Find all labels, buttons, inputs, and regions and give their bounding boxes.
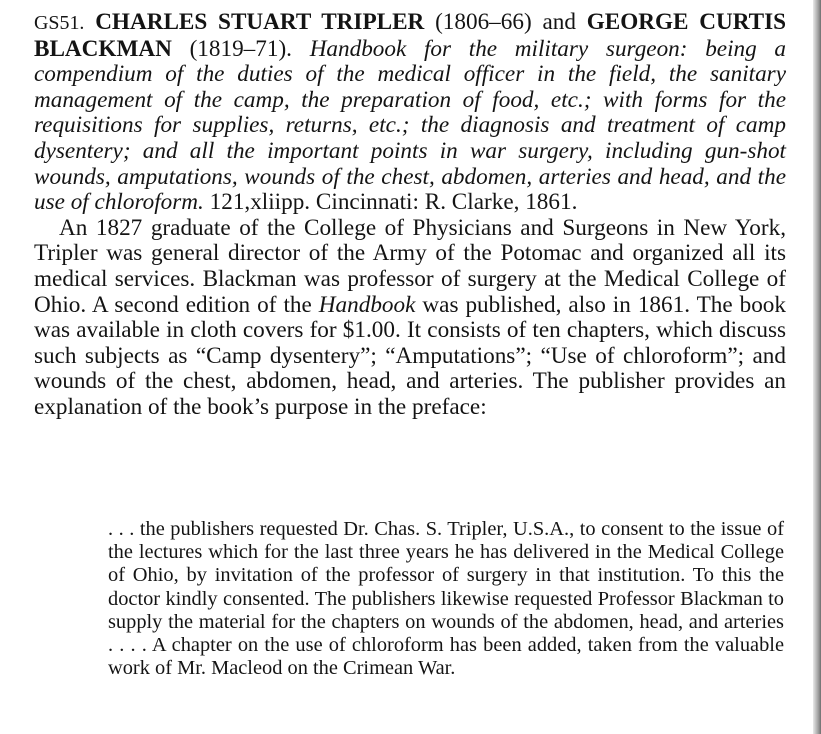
quote-text: . . . the publishers requested Dr. Chas. S. Tripler, U.S.A., to consent to the issue of the lectures which for the last three years he has delivered in the Medical College of Ohio, by invitation of the professor of surgery in that institution. To this the doctor kindly consented. The publishers likewise requested Professor Blackman to supply the material for the chapters on wounds of the abdomen, head, and arteries . . . . A chapter on the use of chloroform has been added, taken from the valuable work of Mr. Macleod on the Crimean War.: [108, 518, 784, 680]
commentary-text-2: was published, also in 1861. The book was available in cloth covers for $1.00. It consists of ten chapters, which discuss such subjects as “Camp dysentery”; “Amputations”; “Use of chloroform”; and wounds of the chest, abdomen, head, and arteries. The publisher provides an explanation of the book’s purpose in the preface:: [34, 291, 786, 420]
entry-citation: [34, 10, 786, 216]
book-imprint: 121,xliipp. Cincinnati: R. Clarke, 1861.: [209, 189, 578, 216]
commentary-paragraph: [34, 216, 786, 421]
author-2-name: GEORGE CURTIS BLACKMAN: [34, 9, 787, 62]
book-title: Handbook for the military surgeon: being a compendium of the duties of the medical officer in the field, the sanitary management of the camp, the preparation of food, etc.; with forms for the requisitions for supplies, returns, etc.; the diagnosis and treatment of camp dysentery; and all the important points in war surgery, including gun-shot wounds, amputations, wounds of the chest, abdomen, arteries and head, and the use of chloroform.: [34, 35, 787, 216]
bibliography-entry: [34, 10, 786, 421]
author-1-dates: (1806–66): [435, 9, 532, 35]
commentary-handbook-title: Handbook: [318, 291, 416, 318]
commentary-text-1: An 1827 graduate of the College of Physicians and Surgeons in New York, Tripler was general director of the Army of the Potomac and organized all its medical services. Blackman was professor of surgery at the Medical College of Ohio. A second edition of the: [34, 214, 786, 318]
author-1-name: CHARLES STUART TRIPLER: [95, 9, 425, 35]
page-edge-shadow: [813, 0, 821, 734]
author-2-dates: (1819–71).: [189, 35, 292, 62]
author-joiner: and: [542, 9, 576, 35]
entry-number: GS51.: [34, 12, 85, 34]
block-quote: [108, 518, 784, 680]
